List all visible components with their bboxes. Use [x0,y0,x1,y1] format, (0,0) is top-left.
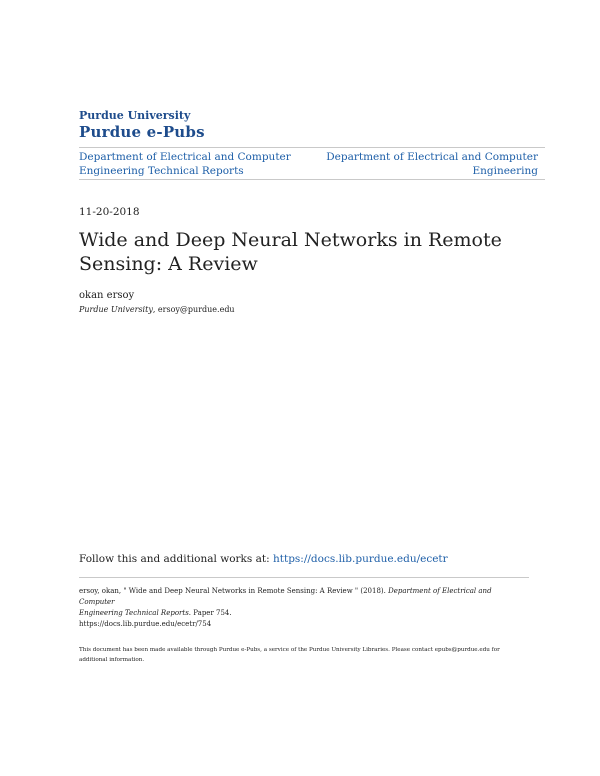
citation-series-line2: Engineering Technical Reports. [79,609,192,617]
notice-line2: additional information. [79,657,145,663]
collection-left-line1: Department of Electrical and Computer [79,151,291,163]
title-line2: Sensing: A Review [79,253,258,275]
title-line1: Wide and Deep Neural Networks in Remote [79,229,502,251]
collection-divider [79,179,545,180]
collection-link-technical-reports[interactable] [79,150,299,178]
author-affiliation [79,305,235,314]
collection-left-line2: Engineering Technical Reports [79,165,244,177]
collection-right-line1: Department of Electrical and Computer [326,151,538,163]
repository-link[interactable]: Purdue e-Pubs [79,123,205,141]
document-title [79,228,519,276]
top-divider [79,147,545,148]
author-name[interactable]: okan ersoy [79,290,135,301]
publication-date: 11-20-2018 [79,206,140,218]
affiliation-institution: Purdue University [79,305,153,314]
citation-url[interactable]: https://docs.lib.purdue.edu/ecetr/754 [79,620,212,628]
follow-label: Follow this and additional works at: [79,553,273,565]
citation-series-line1: Department of Electrical and Computer [79,587,492,606]
citation-divider [79,577,529,578]
university-link[interactable]: Purdue University [79,109,191,122]
recommended-citation [79,586,519,630]
citation-prefix: ersoy, okan, " Wide and Deep Neural Networks in Remote Sensing: A Review " (2018). [79,587,389,595]
collection-link-department[interactable] [318,150,538,178]
affiliation-email: , ersoy@purdue.edu [152,305,235,314]
follow-url-link[interactable]: https://docs.lib.purdue.edu/ecetr [273,553,448,565]
availability-notice [79,645,519,665]
collection-right-line2: Engineering [472,165,538,177]
follow-line [79,553,448,565]
repository-brand [79,109,205,142]
citation-paper: Paper 754. [191,609,232,617]
notice-line1: This document has been made available through Purdue e-Pubs, a service of the Purdue University Libraries. Please contact epubs@purdue.edu for [79,647,500,653]
